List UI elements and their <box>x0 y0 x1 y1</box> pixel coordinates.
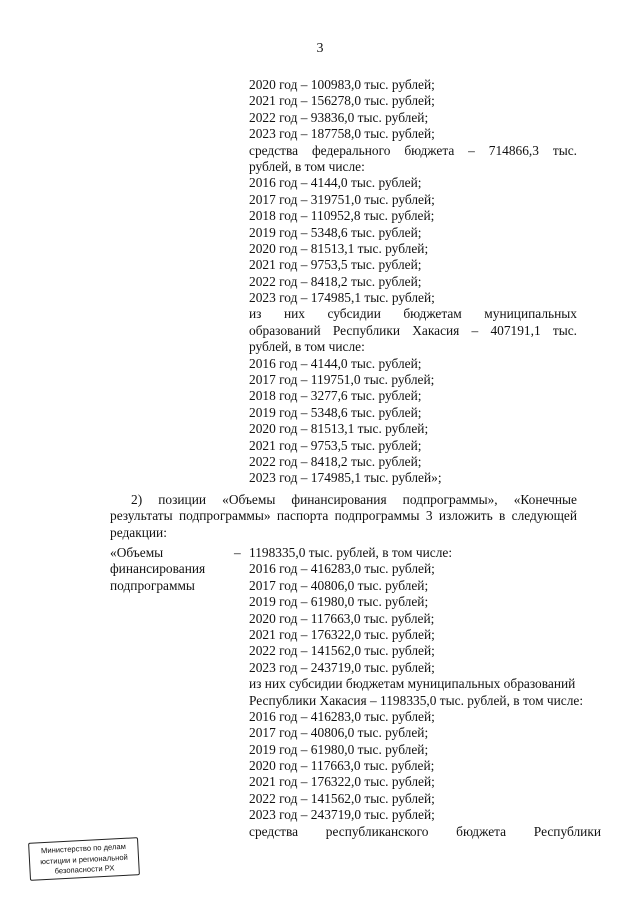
text-line: 2022 год – 8418,2 тыс. рублей; <box>249 273 422 289</box>
text-line: 2018 год – 110952,8 тыс. рублей; <box>249 208 435 224</box>
stamp-line: Министерство по делам <box>40 841 127 856</box>
text-line: 2020 год – 100983,0 тыс. рублей; <box>249 77 435 92</box>
amendment-paragraph <box>110 492 577 541</box>
stamp-line: безопасности РХ <box>54 863 115 876</box>
text-line: 2017 год – 40806,0 тыс. рублей; <box>249 725 429 741</box>
text-line: 2018 год – 3277,6 тыс. рублей; <box>249 388 422 404</box>
text-line: 2017 год – 119751,0 тыс. рублей; <box>249 372 435 388</box>
page-number: 3 <box>316 41 324 56</box>
text-line: результаты подпрограммы» паспорта подпрограммы 3 изложить в следующей <box>110 508 577 524</box>
text-line: 2019 год – 61980,0 тыс. рублей; <box>249 594 429 610</box>
label-line: подпрограммы <box>110 577 195 593</box>
text-line: из них субсидии бюджетам муниципальных <box>249 306 577 322</box>
text-line: 2020 год – 81513,1 тыс. рублей; <box>249 421 429 437</box>
passport-position-label <box>110 545 240 594</box>
text-line: 2023 год – 243719,0 тыс. рублей; <box>249 659 435 675</box>
text-line: 2017 год – 40806,0 тыс. рублей; <box>249 577 429 593</box>
text-line: 2017 год – 319751,0 тыс. рублей; <box>249 191 435 207</box>
text-line: 2016 год – 4144,0 тыс. рублей; <box>249 355 422 371</box>
text-line: Республики Хакасия – 1198335,0 тыс. рублей, в том числе: <box>249 692 584 708</box>
text-line: из них субсидии бюджетам муниципальных образований <box>249 676 576 692</box>
text-line: 2023 год – 243719,0 тыс. рублей; <box>249 807 435 823</box>
text-line: 2020 год – 117663,0 тыс. рублей; <box>249 758 435 774</box>
text-line: 1198335,0 тыс. рублей, в том числе: <box>249 545 453 560</box>
text-line: 2023 год – 174985,1 тыс. рублей; <box>249 290 435 306</box>
text-line: средства республиканского бюджета Республики <box>249 823 601 839</box>
text-line: 2019 год – 5348,6 тыс. рублей; <box>249 404 422 420</box>
text-line: 2016 год – 4144,0 тыс. рублей; <box>249 175 422 191</box>
text-line: рублей, в том числе: <box>249 339 365 355</box>
text-line: 2023 год – 174985,1 тыс. рублей»; <box>249 470 442 486</box>
text-line: 2022 год – 93836,0 тыс. рублей; <box>249 109 429 125</box>
passport-dash: – <box>234 545 241 560</box>
text-line: 2021 год – 156278,0 тыс. рублей; <box>249 93 435 109</box>
text-line: 2021 год – 9753,5 тыс. рублей; <box>249 437 422 453</box>
text-line: 2021 год – 9753,5 тыс. рублей; <box>249 257 422 273</box>
text-line: 2021 год – 176322,0 тыс. рублей; <box>249 626 435 642</box>
label-line: финансирования <box>110 561 206 577</box>
label-line: «Объемы <box>110 545 164 560</box>
passport-position-value <box>249 545 601 840</box>
ministry-stamp <box>28 837 140 881</box>
text-line: рублей, в том числе: <box>249 158 365 174</box>
text-line: редакции: <box>110 524 167 540</box>
text-line: 2016 год – 416283,0 тыс. рублей; <box>249 708 435 724</box>
text-line: 2020 год – 117663,0 тыс. рублей; <box>249 610 435 626</box>
text-line: 2019 год – 5348,6 тыс. рублей; <box>249 224 422 240</box>
text-line: 2022 год – 141562,0 тыс. рублей; <box>249 790 435 806</box>
text-line: 2022 год – 8418,2 тыс. рублей; <box>249 453 422 469</box>
text-line: 2022 год – 141562,0 тыс. рублей; <box>249 643 435 659</box>
stamp-line: юстиции и региональной <box>39 852 129 866</box>
funding-block-continued <box>249 77 577 487</box>
text-line: 2021 год – 176322,0 тыс. рублей; <box>249 774 435 790</box>
text-line: средства федерального бюджета – 714866,3 тыс. <box>249 142 577 158</box>
text-line: 2019 год – 61980,0 тыс. рублей; <box>249 741 429 757</box>
text-line: 2016 год – 416283,0 тыс. рублей; <box>249 561 435 577</box>
text-line: 2023 год – 187758,0 тыс. рублей; <box>249 126 435 142</box>
text-line: 2) позиции «Объемы финансирования подпрограммы», «Конечные <box>131 492 577 507</box>
text-line: 2020 год – 81513,1 тыс. рублей; <box>249 240 429 256</box>
text-line: образований Республики Хакасия – 407191,1 тыс. <box>249 322 577 338</box>
